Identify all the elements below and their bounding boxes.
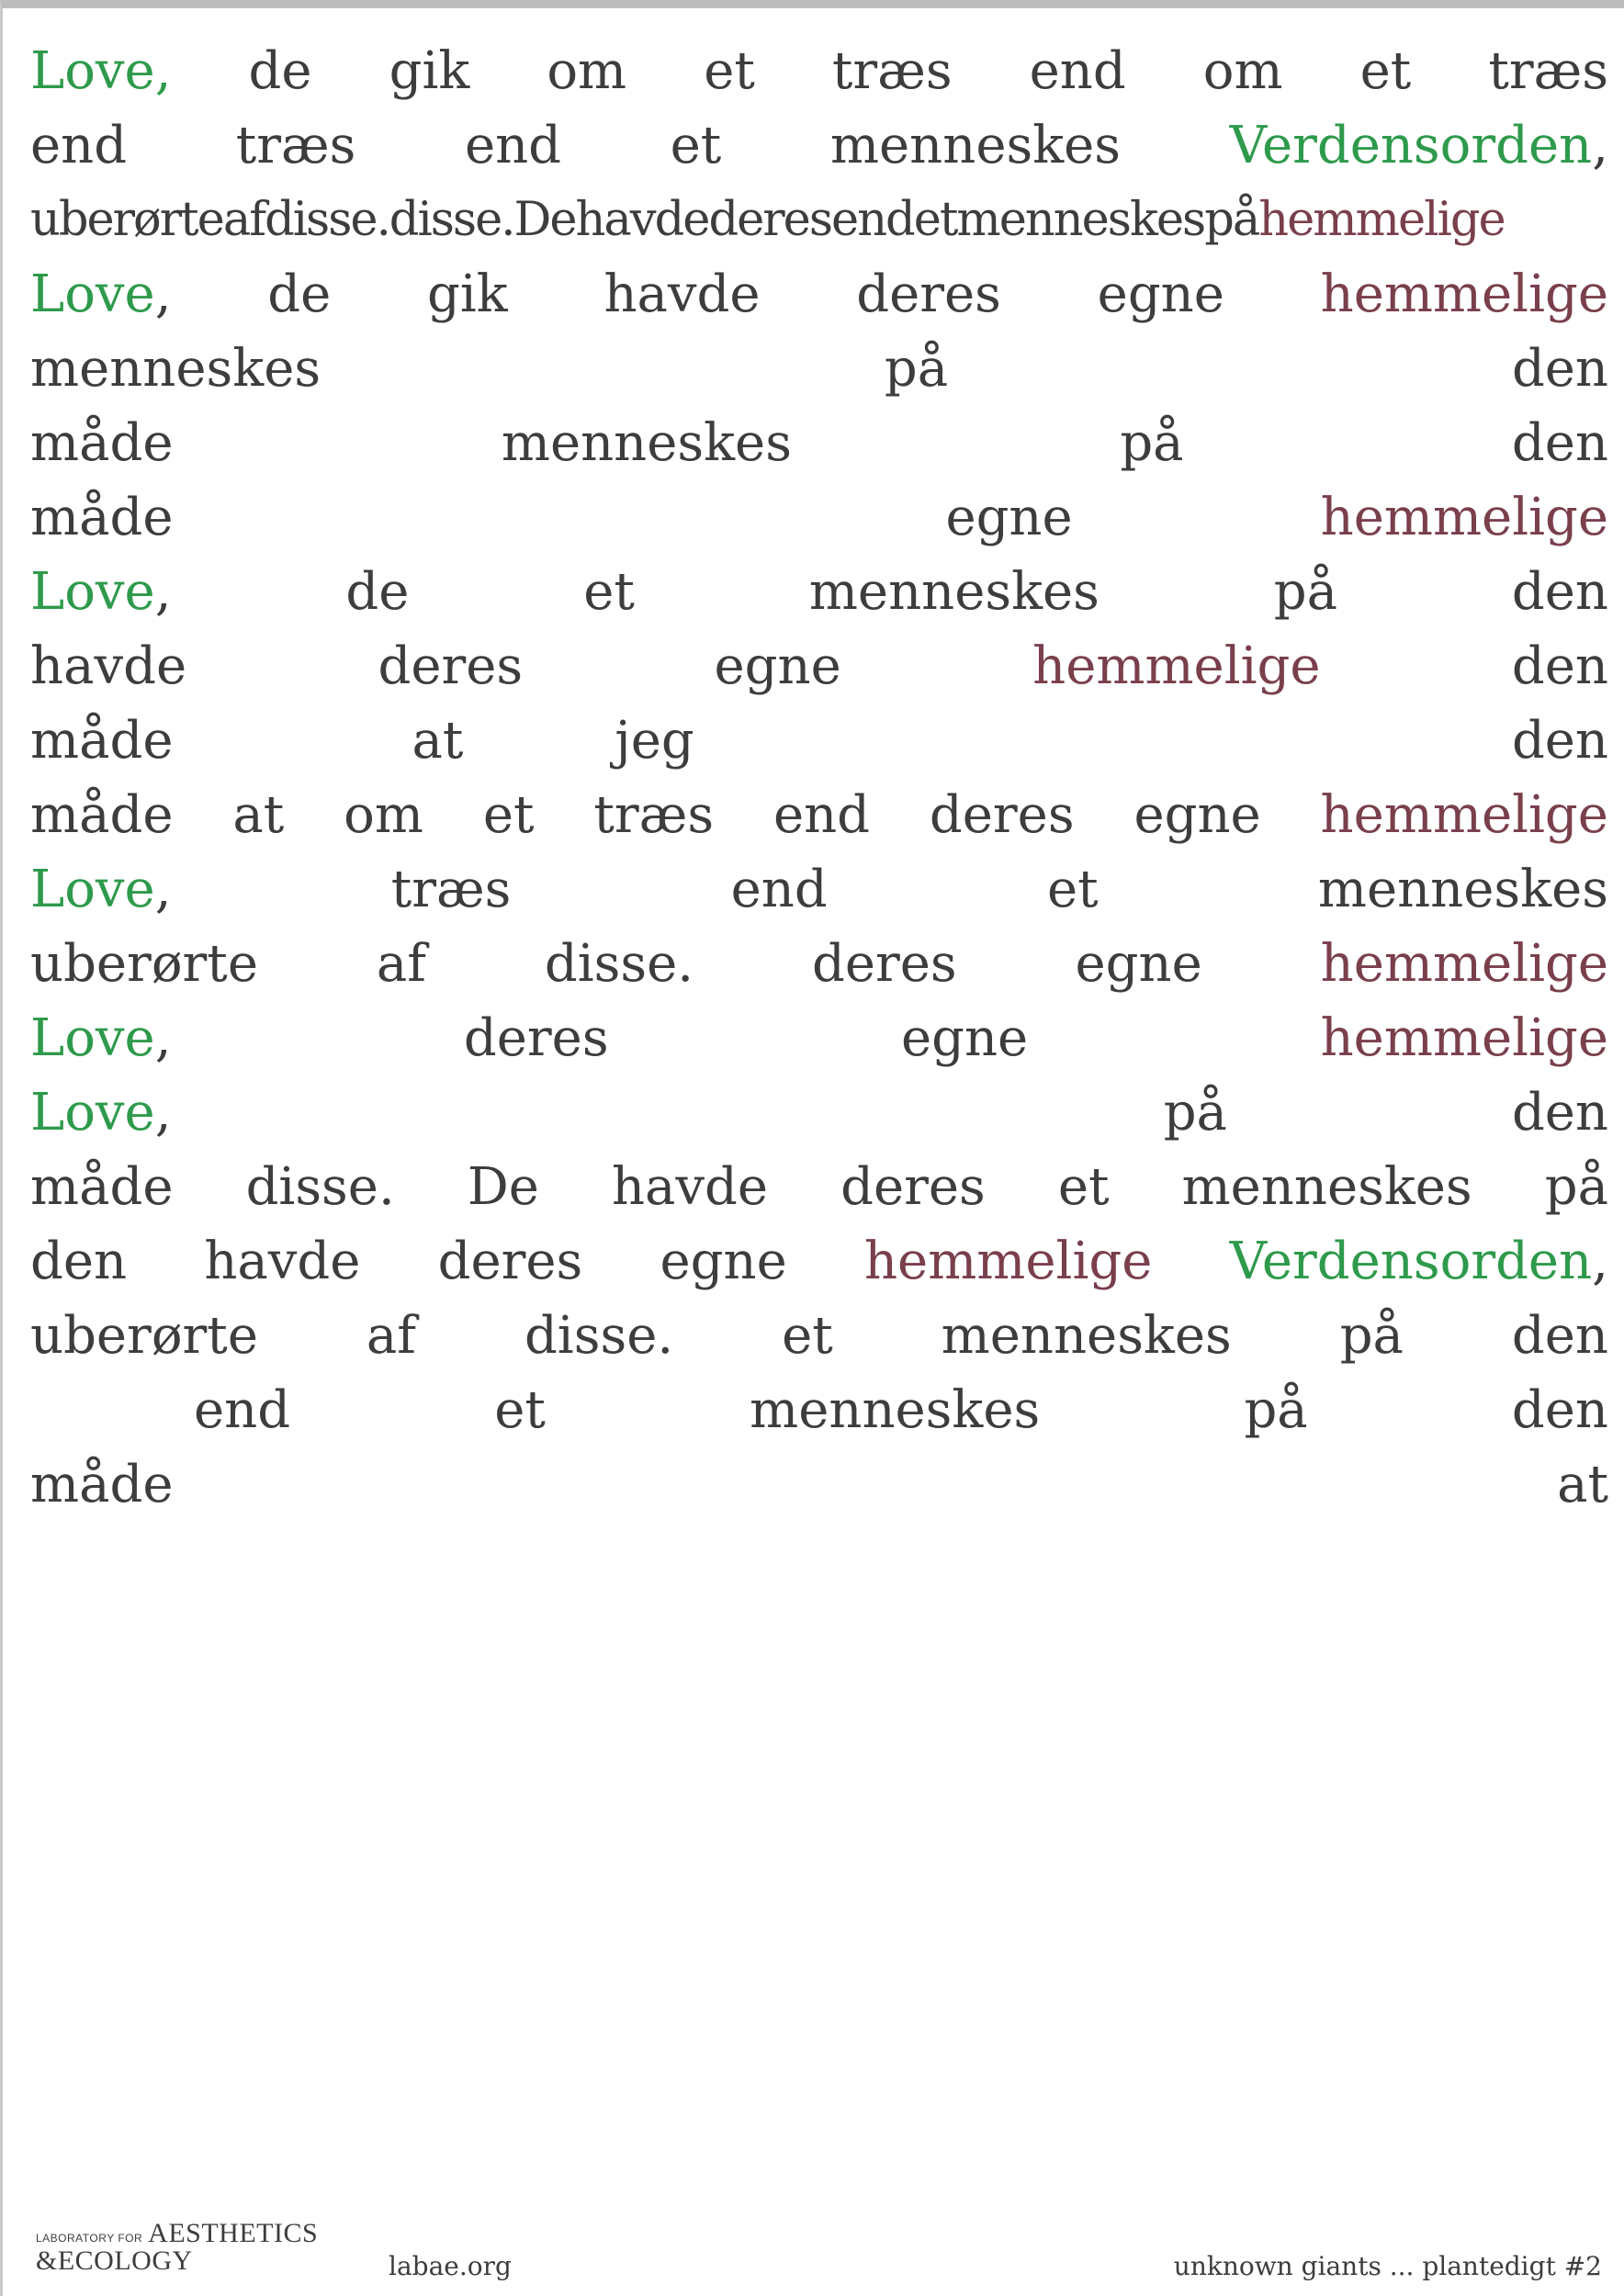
- word: om: [547, 41, 627, 101]
- word-love: Love,: [30, 562, 172, 622]
- word: den: [1511, 636, 1608, 696]
- comma: ,: [154, 860, 172, 919]
- word: på: [884, 339, 949, 399]
- word-hemmelige: hemmelige: [1320, 488, 1608, 547]
- word: af: [366, 1306, 417, 1366]
- word: de: [267, 264, 332, 324]
- poem-line-9: [30, 629, 1608, 703]
- word: at: [412, 711, 464, 771]
- word-love: Love,: [30, 264, 172, 324]
- word: på: [1273, 562, 1338, 622]
- word: på: [1244, 1380, 1308, 1440]
- poem-line-20: [30, 1447, 1608, 1522]
- word-hemmelige: hemmelige: [1320, 934, 1608, 994]
- poem-line-16: [30, 1150, 1608, 1224]
- word: menneskes: [941, 1306, 1232, 1366]
- word: måde: [30, 711, 174, 771]
- word: havde: [204, 1232, 361, 1291]
- word: egne: [1075, 934, 1202, 994]
- word: på: [1544, 1157, 1608, 1217]
- lab-logo-title: AESTHETICS: [148, 2218, 319, 2248]
- poem-line-19: [30, 1373, 1608, 1447]
- word: den: [30, 1232, 128, 1291]
- word: deres: [463, 1008, 609, 1068]
- word: deres: [437, 1232, 583, 1291]
- word-verdensorden: Verdensorden,: [1229, 1232, 1608, 1291]
- comma: ,: [1592, 1232, 1608, 1291]
- poem-line-2: [30, 108, 1608, 183]
- word: deres: [378, 636, 524, 696]
- series-caption: unknown giants ... plantedigt #2: [1173, 2251, 1602, 2281]
- comma: ,: [154, 41, 172, 101]
- comma: ,: [154, 562, 172, 622]
- poem-line-4: [30, 257, 1608, 332]
- word: den: [1511, 1380, 1608, 1440]
- word: af: [376, 934, 426, 994]
- word-run: uberørteafdisse.disse.Dehavdederesendetmenneskespå: [30, 193, 1259, 247]
- word: end: [773, 785, 871, 845]
- word: egne: [660, 1232, 787, 1291]
- word: et: [704, 41, 755, 101]
- word: De: [467, 1157, 539, 1217]
- poem-line-3: [30, 183, 1608, 257]
- word-love: Love,: [30, 41, 172, 101]
- word: et: [494, 1380, 546, 1440]
- word: den: [1511, 339, 1608, 399]
- word: den: [1511, 562, 1608, 622]
- word: jeg: [615, 711, 694, 771]
- word: disse.: [245, 1157, 395, 1217]
- word: havde: [30, 636, 187, 696]
- comma: ,: [154, 1083, 172, 1142]
- word: menneskes: [808, 562, 1100, 622]
- word: et: [670, 116, 722, 175]
- word: uberørte: [30, 1306, 258, 1366]
- word: deres: [929, 785, 1075, 845]
- word: egne: [945, 488, 1073, 547]
- word-love: Love,: [30, 1083, 172, 1142]
- word: end: [730, 860, 828, 919]
- word: et: [482, 785, 535, 845]
- word: den: [1511, 413, 1608, 473]
- word-hemmelige: hemmelige: [1320, 264, 1608, 324]
- word-hemmelige: hemmelige: [863, 1232, 1153, 1291]
- word: disse.: [524, 1306, 674, 1366]
- poem: [30, 34, 1608, 1522]
- lab-logo-small-text: LABORATORY FOR: [36, 2232, 143, 2245]
- lab-logo-line2: &ECOLOGY: [36, 2245, 193, 2276]
- word: de: [248, 41, 312, 101]
- poem-line-17: [30, 1224, 1608, 1299]
- word: et: [583, 562, 635, 622]
- word-hemmelige: hemmelige: [1032, 636, 1321, 696]
- word: på: [1163, 1083, 1227, 1142]
- word: at: [232, 785, 285, 845]
- word: menneskes: [501, 413, 792, 473]
- word: måde: [30, 1455, 174, 1514]
- word: den: [1511, 711, 1608, 771]
- word: et: [782, 1306, 833, 1366]
- word-hemmelige: hemmelige: [1320, 1008, 1608, 1068]
- poem-line-1: [30, 34, 1608, 108]
- poem-line-12: [30, 852, 1608, 927]
- word: de: [345, 562, 410, 622]
- word: havde: [611, 1157, 769, 1217]
- poem-line-11: [30, 778, 1608, 852]
- word: end: [194, 1380, 291, 1440]
- word: at: [1557, 1455, 1608, 1514]
- word: den: [1511, 1306, 1608, 1366]
- word-hemmelige: hemmelige: [1320, 785, 1608, 845]
- word: disse.: [544, 934, 694, 994]
- word-hemmelige: hemmelige: [1258, 193, 1505, 247]
- word: end: [1029, 41, 1126, 101]
- poem-line-8: [30, 555, 1608, 629]
- word: måde: [30, 785, 174, 845]
- word: egne: [714, 636, 841, 696]
- word: end: [464, 116, 562, 175]
- word: måde: [30, 1157, 174, 1217]
- poem-line-5: [30, 332, 1608, 406]
- word: egne: [900, 1008, 1029, 1068]
- poem-line-13: [30, 927, 1608, 1001]
- word-love: Love,: [30, 860, 172, 919]
- word-verdensorden: Verdensorden,: [1229, 116, 1608, 175]
- word: træs: [831, 41, 953, 101]
- word: på: [1120, 413, 1184, 473]
- word: menneskes: [30, 339, 321, 399]
- word: end: [30, 116, 128, 175]
- word: et: [1359, 41, 1412, 101]
- word: havde: [603, 264, 761, 324]
- word: deres: [811, 934, 957, 994]
- comma: ,: [154, 1008, 172, 1068]
- comma: ,: [1592, 116, 1608, 175]
- word: menneskes: [750, 1380, 1041, 1440]
- word: deres: [840, 1157, 986, 1217]
- website-link[interactable]: labae.org: [389, 2251, 512, 2281]
- word: på: [1339, 1306, 1404, 1366]
- word: deres: [856, 264, 1001, 324]
- word: et: [1046, 860, 1099, 919]
- word: måde: [30, 488, 174, 547]
- word: træs: [235, 116, 356, 175]
- word: den: [1511, 1083, 1608, 1142]
- poem-line-6: [30, 406, 1608, 480]
- word: måde: [30, 413, 174, 473]
- word: et: [1057, 1157, 1110, 1217]
- word: menneskes: [829, 116, 1122, 175]
- word: gik: [427, 264, 508, 324]
- poem-line-10: [30, 703, 1608, 778]
- word: om: [1202, 41, 1283, 101]
- poem-line-15: [30, 1075, 1608, 1150]
- word: uberørte: [30, 934, 258, 994]
- word: menneskes: [1181, 1157, 1472, 1217]
- word: gik: [389, 41, 470, 101]
- poem-line-14: [30, 1001, 1608, 1075]
- comma: ,: [154, 264, 172, 324]
- word: egne: [1133, 785, 1261, 845]
- word-love: Love,: [30, 1008, 172, 1068]
- word: egne: [1097, 264, 1224, 324]
- word: træs: [390, 860, 512, 919]
- page-footer: [30, 2220, 1602, 2284]
- lab-logo: [36, 2220, 318, 2275]
- word: træs: [593, 785, 715, 845]
- poem-line-18: [30, 1299, 1608, 1373]
- poem-line-7: [30, 480, 1608, 555]
- word: om: [344, 785, 423, 845]
- word: træs: [1488, 41, 1608, 101]
- word: menneskes: [1317, 860, 1608, 919]
